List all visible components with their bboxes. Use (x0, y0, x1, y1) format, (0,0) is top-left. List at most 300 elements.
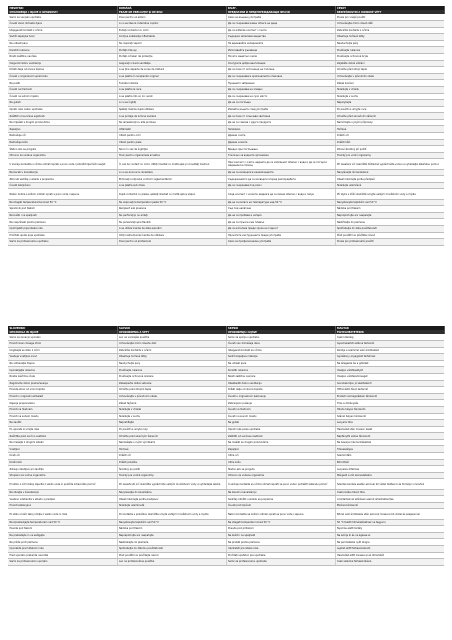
statement-row-cell: Ne gutati (226, 420, 335, 427)
statement-row-cell: A se proteja de lumina soarelui (117, 113, 226, 120)
section-header-row-cell: BEZPEČNOSTNÍ A RIZIKOVÉ VĚTY (335, 10, 444, 14)
statement-row-cell: Nyomás alatti tartály (335, 526, 444, 533)
statement-row-cell: Upotrijebiti prije isteka roka (8, 225, 117, 232)
statement-row-cell: Skladujte v chladu (335, 86, 444, 93)
statement-row-cell: A se utiliza înainte de data expirării (117, 225, 226, 232)
statement-row-cell: Ne zlivajte v kanalizacijo (8, 489, 117, 496)
statement-row-cell: Chraňte před slunečním zářením (335, 113, 444, 120)
statement-row-cell: Осигурете добра вентилация (226, 60, 335, 67)
language-header-row-cell: SLOVAK (117, 326, 226, 330)
section-header-row-cell: UPOZORENJA I IZJAVE O OPASNOSTI (8, 10, 117, 14)
statement-row-cell: Eliminaţi conţinutul conform reglementărilor (117, 176, 226, 183)
statement-row (8, 100, 444, 107)
statement-row (8, 340, 444, 347)
statement-row-cell: Horľavé (117, 446, 226, 453)
statement-row-cell: Čuvati na suvom mestu (226, 413, 335, 420)
statement-row-cell: Ne bušiti i ne spaljivati (8, 212, 117, 219)
statement-row-cell: Obsah likvidujte podle předpisů (335, 176, 444, 183)
statement-row-cell: Nevylévejte do kanalizace (335, 169, 444, 176)
statement-row-cell: Nu inspiraţi vaporii (117, 40, 226, 47)
statement-row-cell: Да не се пръска към пламък (226, 219, 335, 226)
statement-row (8, 532, 444, 539)
statement-row-cell: Ne bušiti i ne spaljivati (226, 532, 335, 539)
statement-row-cell: Uchovávajte mimo dosahu detí (117, 340, 226, 347)
statement-row-cell: Ne mešati sa drugim proizvodima (226, 439, 335, 446)
statement-row-cell: Hraniti izven dosega otrok (8, 340, 117, 347)
statement-row-cell: Ne mešajte z drugimi izdelki (8, 439, 117, 446)
statement-row (8, 219, 444, 226)
statement-row (8, 232, 444, 239)
statement-row-cell: Съд под налягане (226, 206, 335, 213)
statement-row-cell: Nádoba pod tlakem (335, 206, 444, 213)
statement-row (8, 73, 444, 80)
statement-row (8, 393, 444, 400)
statement-row (8, 34, 444, 41)
statement-row (8, 159, 444, 169)
statement-row-cell: Csak szakmai felhasználásra (335, 559, 444, 566)
statement-row-cell: Obsah likvidujte podľa predpisov (117, 496, 226, 503)
statement-row-cell: Pri stiku z očmi takoj izperite z veliko vode in poiščite zdravniško pomoč (8, 479, 117, 489)
section-header-row-cell: OPOZORILA IN IZJAVE (8, 330, 117, 334)
statement-row-cell: Pouze pro vnější použití (335, 14, 444, 20)
statement-row (8, 53, 444, 60)
statement-row-cell: După contactul cu pielea, spălaţi imediat cu multă apă şi săpun (117, 189, 226, 199)
statement-row-cell: A se păstra sub cheie (117, 182, 226, 189)
statement-row-cell: Štetno ako se proguta (226, 466, 335, 473)
statement-row-cell: Štetno ako se proguta (8, 146, 117, 153)
statement-row-cell: Zaštititi od sunčeve svjetlosti (8, 113, 117, 120)
statement-row-cell: 50 °C feletti hőmérsékletnek ne tegye ki (335, 519, 444, 526)
statement-row-cell: Hraniti na suhem mestu (8, 413, 117, 420)
statement-row-cell: Дразни очите (226, 133, 335, 140)
statement-row (8, 169, 444, 176)
statement-row-cell: Izbegavati kontakt sa očima (226, 347, 335, 354)
statement-row-cell: Skladujte v chlade (117, 406, 226, 413)
statement-row-cell: A tartalmat az előírások szerint ártalmatlanítsa (335, 496, 444, 503)
statement-row-cell: Ne izpostavljajte temperaturam nad 50 °C (8, 519, 117, 526)
statement-row-cell: Zagotovite dobro prezračevanje (8, 380, 117, 387)
top-table (8, 6, 445, 246)
statement-row (8, 86, 444, 93)
statement-row (8, 40, 444, 47)
statement-row-cell: Zbrinuti sadržaj u skladu s propisima (8, 176, 117, 183)
statement-row-cell: Száraz helyen tárolandó (335, 413, 444, 420)
statement-row-cell: Neprehĺtajte (117, 420, 226, 427)
statement-row (8, 519, 444, 526)
statement-row (8, 80, 444, 87)
statement-row (8, 367, 444, 374)
statement-row-cell: Zákaz fajčenia (117, 400, 226, 407)
statement-row-cell: Obsahuje hořlavé látky (335, 34, 444, 41)
statement-row-cell: Otrovno za vodene organizme (8, 152, 117, 159)
statement-row-cell: Hraniti zaklenjeno (8, 502, 117, 509)
statement-row-cell: Iritant pentru piele (117, 139, 226, 146)
statement-row-cell: A nu se lăsa la îndemâna copiilor (117, 20, 226, 27)
statement-row-cell: Koristiti rukavice (226, 367, 335, 374)
statement-row-cell: Ne szúrja ki és ne égesse el (335, 532, 444, 539)
statement-row (8, 479, 444, 489)
statement-row-cell: Zaštititi od sunčeve svetlosti (226, 433, 335, 440)
statement-row-cell: Mérgező a vízi szervezetekre (335, 472, 444, 479)
statement-row-cell: Запалимо (226, 126, 335, 133)
statement-row (8, 206, 444, 213)
statement-row-cell: Po uporabi si umijte roke (8, 426, 117, 433)
statement-row-cell: Purtaţi mănuşi (117, 47, 226, 54)
statement-row (8, 152, 444, 159)
statement-row-cell: Измийте ръцете след употреба (226, 106, 335, 113)
statement-row-cell: Dráždí oči (335, 133, 444, 140)
statement-row-cell: Pouze pro profesionální použití (335, 239, 444, 246)
statement-row-cell: Nevylievajte do kanalizácie (117, 489, 226, 496)
statement-row (8, 93, 444, 100)
statement-row-cell: Uchovávajte v pôvodnom obale (117, 393, 226, 400)
statement-row (8, 509, 444, 519)
statement-row-cell: Ne izlagati temperaturi iznad 50 °C (226, 519, 335, 526)
section-header-row-cell: UPOZORENJA I IZJAVE (226, 330, 335, 334)
statement-row-cell: Hořlavé (335, 126, 444, 133)
statement-row-cell: Doar pentru uz extern (117, 14, 226, 20)
statement-row-cell: Po kontakte s pokožkou okamžite umyte veľkým množstvom vody a mydla (117, 509, 226, 519)
statement-row-cell: Skladujte v suchu (335, 93, 444, 100)
statement-row-cell: Tilos a dohányzás (335, 400, 444, 407)
statement-row-cell: Zapaljivo (8, 126, 117, 133)
statement-row-cell: Nepropichujte ani nespalujte (335, 212, 444, 219)
statement-row-cell: Spotrebujte do dátumu použiteľnosti (117, 545, 226, 552)
statement-row-cell: Osigurati dobru ventilaciju (8, 60, 117, 67)
statement-row-cell: Čuvati na suhom mjestu (8, 93, 117, 100)
statement-row-cell: Elzárva tárolandó (335, 502, 444, 509)
statement-row (8, 212, 444, 219)
statement-row-cell: Kerülje a szemmel való érintkezést (335, 347, 444, 354)
statement-row-cell: Използвайте ръкавици (226, 47, 335, 54)
statement-row-cell: Bőrirritáló (335, 459, 444, 466)
statement-row-cell: Nevdechujte páry (335, 40, 444, 47)
statement-row-cell: Po použití si umyte ruky (117, 426, 226, 433)
statement-row-cell: Samo za zunanjo uporabo (8, 334, 117, 340)
statement-row-cell: Да не се смесва с други продукти (226, 119, 335, 126)
statement-row-cell: Sadrži zapaljive tvari (8, 34, 117, 41)
statement-row-cell: Držati dalje od izvora toplote (226, 387, 335, 394)
statement-row-cell: Токсично за водните организми (226, 152, 335, 159)
statement-row-cell: Zajistěte dobré větrání (335, 60, 444, 67)
statement-row-cell: Zapaljivo (226, 446, 335, 453)
statement-row-cell: Uporabite pred iztekom roka (8, 545, 117, 552)
statement-row (8, 526, 444, 533)
statement-row-cell: În caz de contact cu ochii, clătiţi imediat cu multă apă şi consultaţi medicul (117, 159, 226, 169)
statement-row-cell: Posuda pod pritiskom (226, 526, 335, 533)
statement-row (8, 446, 444, 453)
statement-row-cell: Lenyelni tilos (335, 420, 444, 427)
statement-row-cell: Oprati ruke posle upotrebe (226, 426, 335, 433)
statement-row-cell: Vnetljivo (8, 446, 117, 453)
statement-row-cell: Izbjegavati kontakt s očima (8, 27, 117, 34)
language-header-row-cell: БЪЛГ. (226, 6, 335, 10)
statement-row-cell: Да се пази от слънчева светлина (226, 113, 335, 120)
statement-row-cell: Dráždi pokožku (117, 459, 226, 466)
statement-row-cell: Gyúlékony anyagokat tartalmaz (335, 354, 444, 361)
statement-row-cell: Ne prskati prema plamenu (226, 539, 335, 546)
statement-row-cell: Nadražuje kožu (8, 139, 117, 146)
statement-row-cell: Používajte ochranné okuliare (117, 373, 226, 380)
statement-row-cell: Posoda pod tlakom (8, 526, 117, 533)
statement-row-cell: Ne pušiti (8, 80, 117, 87)
statement-row-cell: Pročitati upute prije upotrebe (8, 232, 117, 239)
statement-row-cell: Asiguraţi o bună ventilaţie (117, 60, 226, 67)
statement-row-cell: Lejárat előtt felhasználandó (335, 545, 444, 552)
statement-row (8, 225, 444, 232)
statement-row (8, 552, 444, 559)
statement-row-cell: Chraňte před zdroji tepla (335, 67, 444, 74)
statement-row-cell: Ne bacati u kanalizaciju (226, 489, 335, 496)
statement-row-cell: Да се съхранява на сухо място (226, 93, 335, 100)
statement-row-cell: Csak külsőleg (335, 334, 444, 340)
language-header-row-cell: SLOVENSKI (8, 326, 117, 330)
statement-row-cell: Čuvati na hladnom (8, 86, 117, 93)
statement-row (8, 67, 444, 74)
statement-row-cell: Zabráňte kontaktu s očami (117, 347, 226, 354)
statement-row-cell: Napfénytől védve tárolandó (335, 433, 444, 440)
statement-row-cell: Nu perforaţi şi nu ardeţi (117, 212, 226, 219)
statement-row-cell: Ne udisati pare (8, 40, 117, 47)
statement-row-cell: Zdraví škodlivý při požití (335, 146, 444, 153)
statement-row-cell: Neprepichujte ani nespaľujte (117, 532, 226, 539)
statement-row-cell: Len na profesionálne použitie (117, 559, 226, 566)
statement-row-cell: Szemirritáló (335, 453, 444, 460)
statement-row (8, 426, 444, 433)
section-header-row-cell: FRAZE DE PRECAUŢIE ŞI DE RISC (117, 10, 226, 14)
statement-row-cell: Evitaţi contactul cu ochii (117, 27, 226, 34)
statement-row-cell: Viseljen védőkesztyűt (335, 367, 444, 374)
statement-row-cell: Conţine substanţe inflamabile (117, 34, 226, 41)
statement-row-cell: Да не се пробива и изгаря (226, 212, 335, 219)
statement-row-cell: Čuvati van domašaja dece (226, 340, 335, 347)
statement-row-cell: Draži oči (8, 453, 117, 460)
statement-row-cell: Uchovávejte mimo dosah dětí (335, 20, 444, 27)
statement-row (8, 27, 444, 34)
statement-row (8, 133, 444, 140)
statement-row-cell: Носете защитни очила (226, 53, 335, 60)
statement-row-cell: Zdravju škodljivo pri zaužitju (8, 466, 117, 473)
statement-row-cell: Vsebino odstranite v skladu s predpisi (8, 496, 117, 503)
statement-row (8, 439, 444, 446)
language-header-row-cell: HRVATSKI (8, 6, 117, 10)
statement-row-cell: Držati dalje od izvora topline (8, 67, 117, 74)
statement-row-cell: Hranite stran od virov toplote (8, 387, 117, 394)
statement-row-cell: Dráždí kůži (335, 139, 444, 146)
statement-row-cell: Nadražuje oči (8, 133, 117, 140)
section-header-row-cell: ПРЕДПАЗНИ И ПРЕДУПРЕЖДАВАЩИ ФРАЗИ (226, 10, 335, 14)
statement-row-cell: Само за професионална употреба (226, 239, 335, 246)
statement-row-cell: Uporabljajte rokavice (8, 367, 117, 374)
statement-row (8, 420, 444, 427)
statement-row (8, 559, 444, 566)
statement-row-cell: Otrovno za vodene organizme (226, 472, 335, 479)
statement-row-cell: A se ţine departe de surse de căldură (117, 67, 226, 74)
statement-row-cell: Nepolykejte (335, 100, 444, 107)
statement-row (8, 387, 444, 394)
section-header-row-cell: UPOZORNENIA A VETY (117, 330, 226, 334)
statement-row-cell: Ne keverje más termékekkel (335, 439, 444, 446)
statement-row-cell: Hőforrástól távol tartandó (335, 387, 444, 394)
statement-row-cell: Používejte ochranné brýle (335, 53, 444, 60)
statement-row-cell: Ne izlagati temperaturama iznad 50 °C (8, 199, 117, 206)
statement-row (8, 119, 444, 126)
statement-row-cell: Nositi zaštitne naočare (226, 373, 335, 380)
statement-row (8, 189, 444, 199)
statement-row-cell: Zabranjeno pušenje (226, 400, 335, 407)
statement-row-cell: Obezbediti dobru ventilaciju (226, 380, 335, 387)
statement-row-cell: Прочетете инструкциите преди употреба (226, 232, 335, 239)
statement-row-cell: Toxický pro vodní organismy (335, 152, 444, 159)
statement-row-cell: Да се съхранява в оригиналната опаковка (226, 73, 335, 80)
statement-row (8, 433, 444, 440)
statement-row-cell: Obsahuje horľavé látky (117, 354, 226, 361)
statement-row-cell: Nestriekajte do plameňa (117, 539, 226, 546)
statement-row-cell: Ne zaužiti (8, 420, 117, 427)
statement-row-cell: Hűvös helyen tárolandó (335, 406, 444, 413)
statement-row-cell: Iritant pentru ochi (117, 133, 226, 140)
statement-row-cell: Vsebuje vnetljive snovi (8, 354, 117, 361)
language-header-row-cell: SRPSKI (226, 326, 335, 330)
statement-row (8, 182, 444, 189)
statement-row-cell: Да не се изхвърля в канализацията (226, 169, 335, 176)
statement-row-cell: A se păstra la rece (117, 86, 226, 93)
statement-row-cell: Pred uporabo preberite navodila (8, 552, 117, 559)
statement-row-cell: Iritira kožu (226, 459, 335, 466)
statement-row-cell: Čuvati u originalnom pakovanju (226, 393, 335, 400)
statement-row-cell: Fumatul interzis (117, 80, 226, 87)
statement-row-cell: Čuvati zaključano (8, 182, 117, 189)
statement-row-cell: Само за външна употреба (226, 14, 335, 20)
statement-row-cell: Iritira oči (226, 453, 335, 460)
statement-row-cell: Viseljen védőszemüveget (335, 373, 444, 380)
statement-row-cell: U slučaju kontakta s očima odmah isprati s puno vode i potražiti liječnički savjet (8, 159, 117, 169)
statement-row (8, 126, 444, 133)
statement-row-cell: Oprati ruke nakon upotrebe (8, 106, 117, 113)
statement-row-cell: Dráždi oči (117, 453, 226, 460)
statement-row-cell: Purtaţi ochelari de protecţie (117, 53, 226, 60)
statement-row-cell: Samo za profesionalnu upotrebu (8, 239, 117, 246)
statement-row-cell: Ne lélegezze be a gőzöket (335, 360, 444, 367)
statement-row-cell: Čuvati na hladnom (226, 406, 335, 413)
statement-row-cell: Nositi zaštitne naočale (8, 53, 117, 60)
statement-row-cell: Izogibajte se stiku z očmi (8, 347, 117, 354)
statement-row-cell: Chráňte pred zdrojmi tepla (117, 387, 226, 394)
statement-row (8, 347, 444, 354)
statement-row (8, 47, 444, 54)
statement-row (8, 373, 444, 380)
statement-row (8, 113, 444, 120)
statement-row-cell: Používajte rukavice (117, 367, 226, 374)
statement-row-cell: Po použití si umyjte ruce (335, 106, 444, 113)
statement-row-cell: Да не се излага на температура над 50 °C (226, 199, 335, 206)
statement-row-cell: Вредно при поглъщане (226, 146, 335, 153)
top-language-table (8, 6, 444, 246)
statement-row-cell: Zaščitite pred sončno svetlobo (8, 433, 117, 440)
statement-row-cell: Nestříkejte do plamene (335, 219, 444, 226)
statement-row-cell: Samo za spoljnu upotrebu (226, 334, 335, 340)
statement-row (8, 496, 444, 503)
statement-row-cell: Škodlivý po požití (117, 466, 226, 473)
statement-row (8, 545, 444, 552)
statement-row (8, 239, 444, 246)
statement-row (8, 502, 444, 509)
statement-row-cell: Samo za vanjsku upotrebu (8, 14, 117, 20)
statement-row-cell: Csatornába önteni tilos (335, 489, 444, 496)
statement-row-cell: Ne prebadajte in ne sežigajte (8, 532, 117, 539)
statement-row-cell: Upotrebiti pre isteka roka (226, 545, 335, 552)
statement-row-cell: Ne vdihavajte hlapov (8, 360, 117, 367)
statement-row (8, 453, 444, 460)
statement-row-cell: Дразни кожата (226, 139, 335, 146)
statement-row (8, 406, 444, 413)
statement-row-cell: Ne permetezze nyílt lángra (335, 539, 444, 546)
language-header-row-cell: MAGYAR (335, 326, 444, 330)
statement-row (8, 400, 444, 407)
statement-row-cell: Да се пази от източници на топлина (226, 67, 335, 74)
statement-row (8, 60, 444, 67)
statement-row-cell: Pred použitím si prečítajte návod (117, 552, 226, 559)
statement-row-cell: Да се избягва контакт с очите (226, 27, 335, 34)
statement-row (8, 539, 444, 546)
bottom-table (8, 326, 445, 566)
statement-row-cell: Nemíchejte s jinými přípravky (335, 119, 444, 126)
statement-row-cell: Zabraňte kontaktu s očima (335, 27, 444, 34)
statement-row-cell: След контакт с кожата, веднага да се измие обилно с вода и сапун (226, 189, 335, 199)
statement-row-cell: Citiţi instrucţiunile înainte de utilizare (117, 232, 226, 239)
statement-row-cell: Ne udisati pare (226, 360, 335, 367)
statement-row-cell: Szembe kerülés esetén azonnal bő vízzel öblítse ki és forduljon orvoshoz (335, 479, 444, 489)
statement-row-cell: Nosite zaščitna očala (8, 373, 117, 380)
statement-row (8, 176, 444, 183)
statement-row-cell: U slučaju kontakta sa očima odmah isprati sa puno vode i potražiti lekarsku pomoć (226, 479, 335, 489)
statement-row-cell: Len na vonkajšie použitie (117, 334, 226, 340)
statement-row-cell: Nakon dodira s kožom odmah oprati s puno vode i sapuna (8, 189, 117, 199)
statement-row-cell: При контакт с очите, веднага да се изплакнат обилно с вода и да се потърси медицинска помощ (226, 159, 335, 169)
statement-row-cell: Čuvati pod ključem (226, 502, 335, 509)
statement-row-cell: Uchovávejte v původním obalu (335, 73, 444, 80)
statement-row-cell: Toxický pre vodné organizmy (117, 472, 226, 479)
bottom-language-table (8, 326, 444, 566)
statement-row-cell: A se păstra în recipientul original (117, 73, 226, 80)
statement-row-cell: Skladujte uzamčené (335, 182, 444, 189)
statement-row-cell: Hraniti v originalni embalaži (8, 393, 117, 400)
statement-row (8, 466, 444, 473)
statement-row-cell: Nevystavujte teplotám nad 50 °C (117, 519, 226, 526)
statement-row-cell: Kajenje prepovedano (8, 400, 117, 407)
statement-row-cell: Ne gutati (8, 100, 117, 107)
statement-row-cell: Recipient sub presiune (117, 206, 226, 213)
statement-row-cell: Nevdychujte pary (117, 360, 226, 367)
statement-row-cell: Nu pulverizaţi spre flacără (117, 219, 226, 226)
statement-row-cell: Ne miješati s drugim proizvodima (8, 119, 117, 126)
language-header-row-cell: ROMÂNĂ (117, 6, 226, 10)
statement-row-cell: Használat előtt olvassa el az útmutatót (335, 552, 444, 559)
statement-row-cell: Po stiku s kožo takoj umijte z veliko vode in mila (8, 509, 117, 519)
statement-row (8, 146, 444, 153)
statement-row-cell: Eredeti csomagolásban tárolandó (335, 393, 444, 400)
statement-row-cell: Használat után mosson kezet (335, 426, 444, 433)
statement-row-cell: Да се съхранява извън обсега на деца (226, 20, 335, 27)
statement-row-cell: Zabezpečte dobré vetranie (117, 380, 226, 387)
statement-row (8, 354, 444, 361)
statement-row-cell: Spălaţi mâinile după utilizare (117, 106, 226, 113)
statement-row-cell: Spremnik pod tlakom (8, 206, 117, 213)
statement-row-cell: Не вдишвайте изпаренията (226, 40, 335, 47)
statement-row-cell: Sadrži zapaljive materije (226, 354, 335, 361)
statement-row (8, 360, 444, 367)
statement-row-cell: Да се съхранява на хладно (226, 86, 335, 93)
